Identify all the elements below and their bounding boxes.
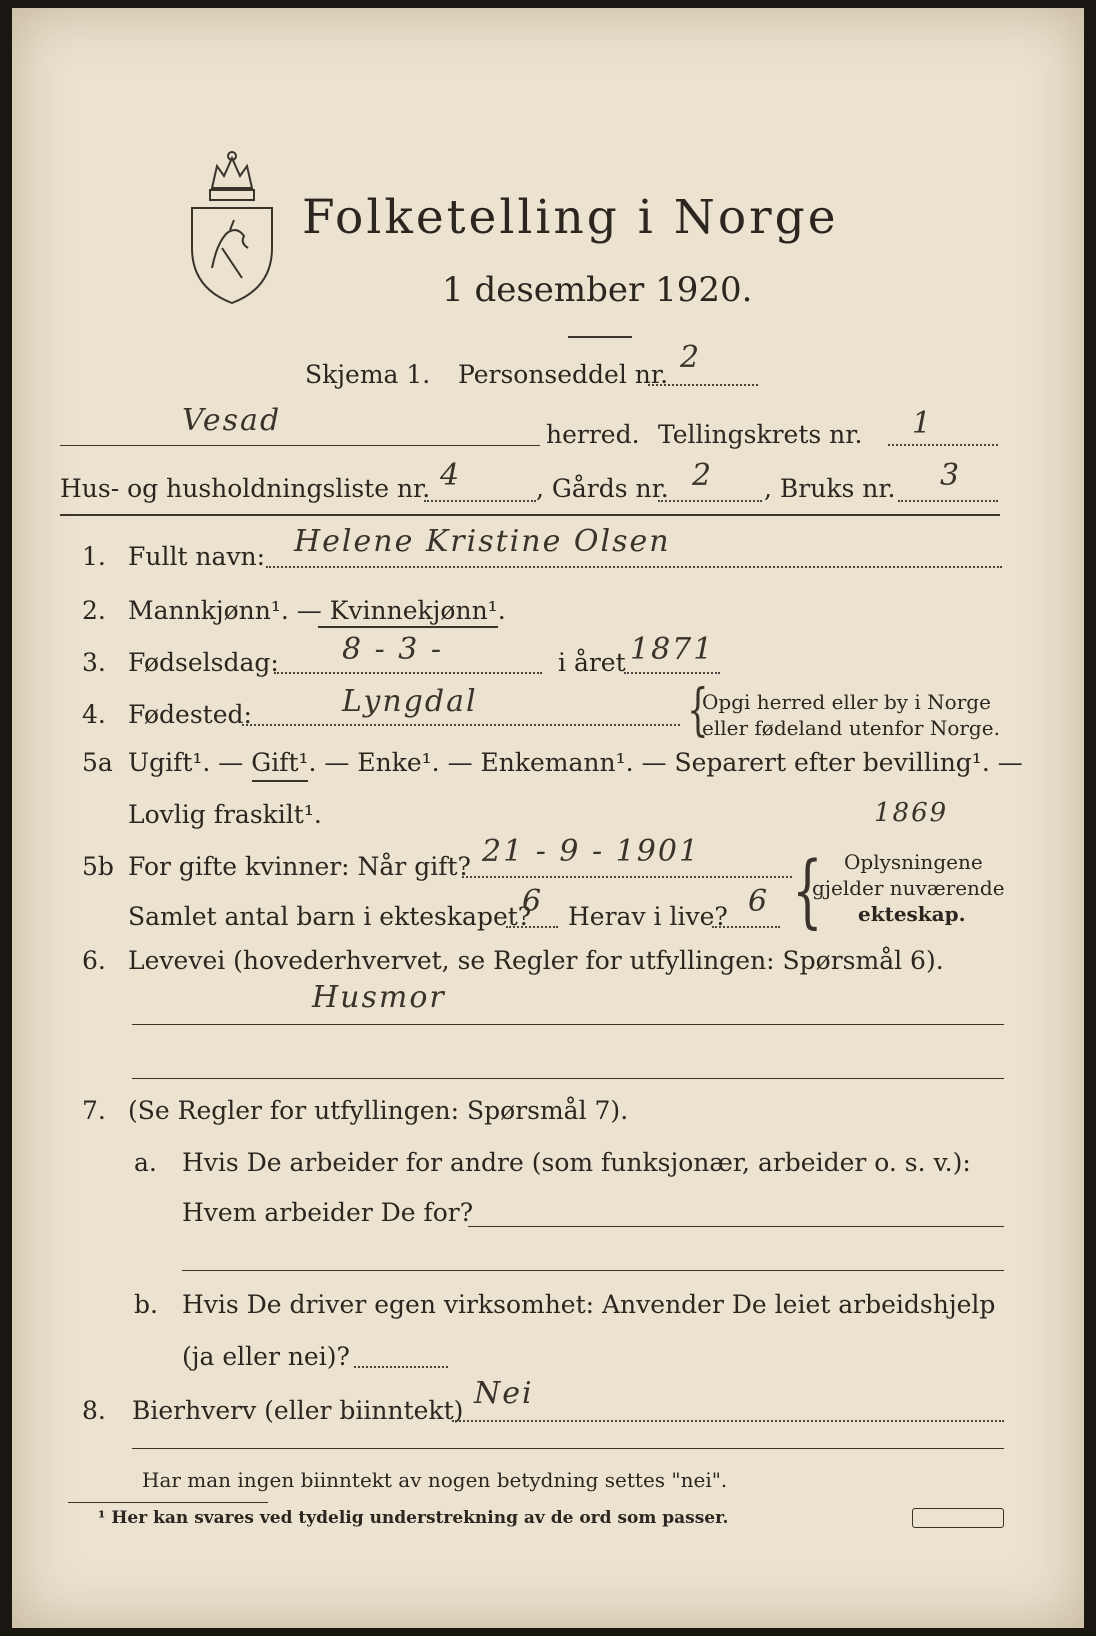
header-separator — [60, 514, 1000, 516]
q7b-number: b. — [134, 1290, 158, 1319]
q8-field-line — [452, 1420, 1004, 1422]
q5b-alive-value[interactable]: 6 — [748, 884, 770, 919]
q3-number: 3. — [82, 648, 106, 677]
q3-year-field-line — [624, 672, 720, 674]
q7-label: (Se Regler for utfyllingen: Spørsmål 7). — [128, 1096, 629, 1125]
gards-label: , Gårds nr. — [536, 474, 669, 503]
title-divider — [568, 336, 632, 338]
bruks-value[interactable]: 3 — [940, 458, 962, 493]
q1-number: 1. — [82, 542, 106, 571]
q3-label: Fødselsdag: — [128, 648, 279, 677]
form-date: 1 desember 1920. — [442, 270, 753, 310]
q6-occupation-value[interactable]: Husmor — [312, 980, 446, 1015]
q5b-number: 5b — [82, 852, 114, 881]
q7a-field-line-1 — [468, 1226, 1004, 1227]
q1-label: Fullt navn: — [128, 542, 266, 571]
census-form — [12, 8, 1084, 1628]
coat-of-arms-icon — [182, 148, 282, 308]
q8-label: Bierhverv (eller biinntekt) — [132, 1396, 464, 1425]
q4-brace: { — [687, 678, 709, 743]
q7a-label-cont: Hvem arbeider De for? — [182, 1198, 474, 1227]
q2-kvinnekjonn-underline — [318, 626, 498, 628]
q7a-field-line-2 — [182, 1270, 1004, 1271]
q5a-gift-underline — [252, 780, 308, 782]
q1-field-line — [266, 566, 1002, 568]
schema-label: Skjema 1. — [305, 360, 431, 389]
q5a-marital-options-cont: Lovlig fraskilt¹. — [128, 800, 322, 829]
form-title: Folketelling i Norge — [302, 190, 839, 245]
bruks-label: , Bruks nr. — [764, 474, 896, 503]
gards-field-line — [658, 500, 762, 502]
husliste-value[interactable]: 4 — [440, 458, 462, 493]
q2-number: 2. — [82, 596, 106, 625]
q3-birthdate-value[interactable]: 8 - 3 - — [342, 632, 444, 667]
personseddel-label: Personseddel nr. — [458, 360, 669, 389]
gards-value[interactable]: 2 — [692, 458, 714, 493]
q5b-alive-field-line — [712, 926, 780, 928]
q8-field-line-2 — [132, 1448, 1004, 1449]
q3-year-value[interactable]: 1871 — [630, 632, 715, 667]
tellingskrets-value[interactable]: 1 — [912, 406, 934, 441]
q6-field-line-2 — [132, 1078, 1004, 1079]
personseddel-value[interactable]: 2 — [680, 340, 702, 375]
q4-field-line — [242, 724, 680, 726]
q5b-married-note[interactable]: 1869 — [874, 798, 949, 828]
q5b-note-line3: ekteskap. — [858, 902, 966, 926]
q5b-note-line2: gjelder nuværende — [812, 876, 1005, 900]
tellingskrets-label: Tellingskrets nr. — [658, 420, 863, 449]
q4-number: 4. — [82, 700, 106, 729]
q5b-children-field-line — [506, 926, 558, 928]
footnote-separator — [68, 1502, 268, 1503]
herred-value[interactable]: Vesad — [182, 403, 282, 438]
footer-note: Har man ingen biinntekt av nogen betydning settes "nei". — [142, 1468, 728, 1492]
q8-number: 8. — [82, 1396, 106, 1425]
q7b-field-line — [354, 1366, 448, 1368]
bruks-field-line — [898, 500, 998, 502]
q5b-brace: { — [792, 844, 823, 937]
herred-label: herred. — [546, 420, 640, 449]
q5a-marital-options: Ugift¹. — Gift¹. — Enke¹. — Enkemann¹. — Separert efter bevilling¹. — — [128, 748, 1023, 777]
printer-stamp — [912, 1508, 1004, 1528]
husliste-label: Hus- og husholdningsliste nr. — [60, 474, 431, 503]
q4-note-line2: eller fødeland utenfor Norge. — [702, 716, 1000, 740]
q3-year-label: i året — [558, 648, 626, 677]
q8-secondary-income-value[interactable]: Nei — [474, 1376, 534, 1411]
q6-label: Levevei (hovederhvervet, se Regler for utfyllingen: Spørsmål 6). — [128, 946, 944, 975]
q5b-married-label: For gifte kvinner: Når gift? — [128, 852, 471, 881]
q7b-label: Hvis De driver egen virksomhet: Anvender De leiet arbeidshjelp — [182, 1290, 996, 1319]
personseddel-field-line — [648, 384, 758, 386]
q6-number: 6. — [82, 946, 106, 975]
q5b-alive-label: Herav i live? — [568, 902, 728, 931]
q1-full-name-value[interactable]: Helene Kristine Olsen — [294, 524, 671, 559]
q5b-married-field-line — [462, 876, 792, 878]
q7a-label: Hvis De arbeider for andre (som funksjonær, arbeider o. s. v.): — [182, 1148, 971, 1177]
q4-label: Fødested: — [128, 700, 252, 729]
q5b-note-line1: Oplysningene — [844, 850, 983, 874]
q4-note-line1: Opgi herred eller by i Norge — [702, 690, 991, 714]
q6-field-line-1 — [132, 1024, 1004, 1025]
q7-number: 7. — [82, 1096, 106, 1125]
herred-field-line — [60, 445, 540, 446]
q7b-label-cont: (ja eller nei)? — [182, 1342, 350, 1371]
q5a-number: 5a — [82, 748, 113, 777]
q5b-children-value[interactable]: 6 — [522, 884, 544, 919]
q7a-number: a. — [134, 1148, 157, 1177]
husliste-field-line — [424, 500, 536, 502]
q3-field-line — [274, 672, 542, 674]
tellingskrets-field-line — [888, 444, 998, 446]
q5b-married-value[interactable]: 21 - 9 - 1901 — [482, 834, 701, 869]
q5b-children-label: Samlet antal barn i ekteskapet? — [128, 902, 532, 931]
q4-birthplace-value[interactable]: Lyngdal — [342, 684, 478, 719]
footnote: ¹ Her kan svares ved tydelig understrekning av de ord som passer. — [98, 1508, 729, 1528]
q2-gender-options: Mannkjønn¹. — Kvinnekjønn¹. — [128, 596, 506, 625]
